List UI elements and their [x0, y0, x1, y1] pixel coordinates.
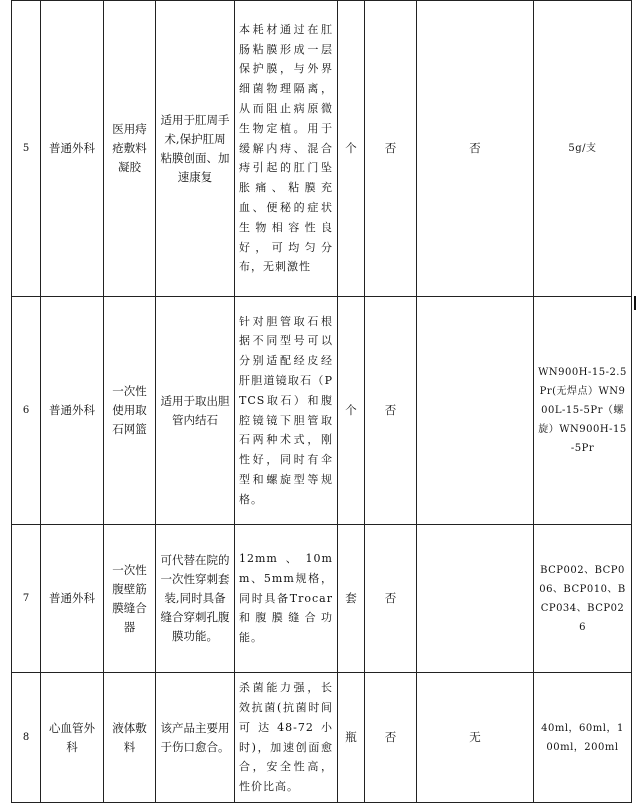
- spec-cell: WN900H-15-2.5Pr(无焊点）WN900L-15-5Pr（螺旋）WN900H-15-5Pr: [534, 297, 632, 525]
- unit-cell: 个: [338, 1, 365, 297]
- usage-cell: 可代替在院的一次性穿刺套装,同时具备缝合穿刺孔腹膜功能。: [156, 525, 235, 673]
- unit-cell: 瓶: [338, 673, 365, 803]
- department-cell: 普通外科: [41, 525, 104, 673]
- flag2-cell: [417, 297, 534, 525]
- table-row: [12, 525, 632, 673]
- row-number: 8: [12, 673, 41, 803]
- flag1-cell: 否: [365, 673, 417, 803]
- unit-cell: 个: [338, 297, 365, 525]
- edge-mark: [634, 296, 636, 310]
- product-name-cell: 液体敷料: [104, 673, 156, 803]
- table-row: [12, 673, 632, 803]
- flag1-cell: 否: [365, 525, 417, 673]
- spec-cell: 40ml，60ml，100ml，200ml: [534, 673, 632, 803]
- department-cell: 心血管外科: [41, 673, 104, 803]
- row-number: 6: [12, 297, 41, 525]
- department-cell: 普通外科: [41, 297, 104, 525]
- flag2-cell: 否: [417, 1, 534, 297]
- spec-cell: BCP002、BCP006、BCP010、BCP034、BCP026: [534, 525, 632, 673]
- table-row: [12, 297, 632, 525]
- usage-cell: 适用于取出胆管内结石: [156, 297, 235, 525]
- product-name-cell: 一次性腹壁筋膜缝合器: [104, 525, 156, 673]
- product-table: [11, 0, 632, 803]
- flag2-cell: [417, 525, 534, 673]
- usage-cell: 该产品主要用于伤口愈合。: [156, 673, 235, 803]
- flag1-cell: 否: [365, 297, 417, 525]
- table-row: [12, 1, 632, 297]
- usage-cell: 适用于肛周手术,保护肛周粘膜创面、加速康复: [156, 1, 235, 297]
- description-cell: 本耗材通过在肛肠粘膜形成一层保护膜，与外界细菌物理隔离，从而阻止病原微生物定植。用于缓解内痔、混合痔引起的肛门坠胀痛、粘膜充血、便秘的症状 生物相容性良好，可均匀分布，无刺激性: [235, 1, 338, 297]
- product-name-cell: 一次性使用取石网篮: [104, 297, 156, 525]
- product-name-cell: 医用痔疮敷料凝胶: [104, 1, 156, 297]
- department-cell: 普通外科: [41, 1, 104, 297]
- description-cell: 针对胆管取石根据不同型号可以分别适配经皮经肝胆道镜取石（PTCS取石）和腹腔镜镜下胆管取石两种术式，刚性好，同时有伞型和螺旋型等规格。: [235, 297, 338, 525]
- description-cell: 杀菌能力强，长效抗菌(抗菌时间可达48-72小时)，加速创面愈合，安全性高，性价比高。: [235, 673, 338, 803]
- flag2-cell: 无: [417, 673, 534, 803]
- spec-cell: 5g/支: [534, 1, 632, 297]
- row-number: 7: [12, 525, 41, 673]
- row-number: 5: [12, 1, 41, 297]
- description-cell: 12mm、10mm、5mm规格，同时具备Trocar和腹膜缝合功能。: [235, 525, 338, 673]
- unit-cell: 套: [338, 525, 365, 673]
- flag1-cell: 否: [365, 1, 417, 297]
